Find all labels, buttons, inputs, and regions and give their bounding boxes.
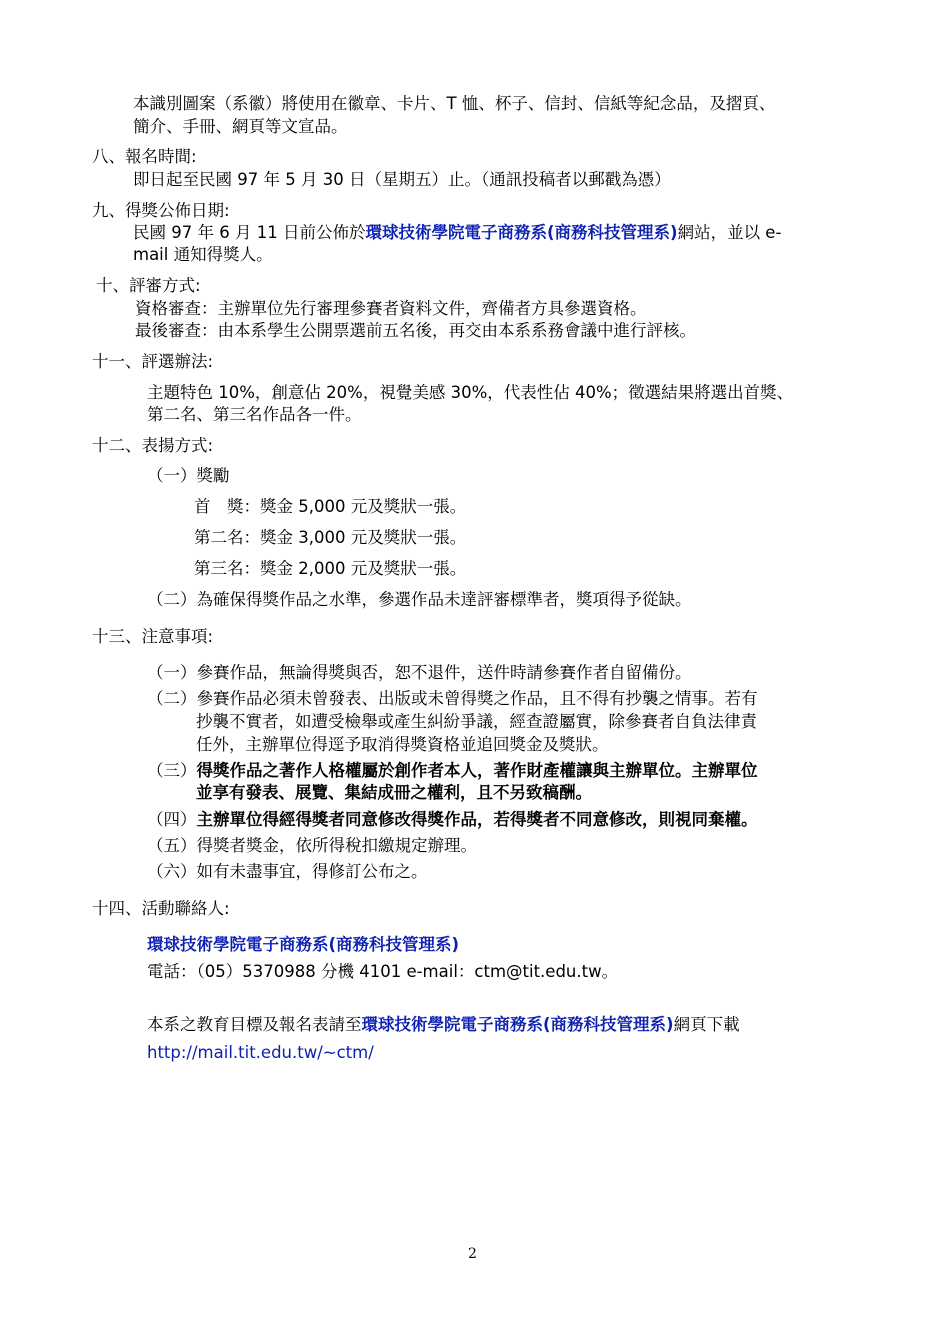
section-10-heading: 十、評審方式: (96, 276, 201, 295)
note-3-line-2: 並享有發表、展覽、集結成冊之權利，且不另致稿酬。 (196, 783, 592, 802)
note-2-line-2: 抄襲不實者，如遭受檢舉或產生糾紛爭議，經查證屬實，除參賽者自負法律責 (196, 712, 757, 731)
footer-department: 環球技術學院電子商務系(商務科技管理系) (361, 1015, 674, 1034)
section-8-body: 即日起至民國 97 年 5 月 30 日（星期五）止。（通訊投稿者以郵戳為憑） (133, 170, 671, 189)
note-3-text: 得獎作品之著作人格權屬於創作者本人，著作財產權讓與主辦單位。主辦單位 (196, 761, 758, 780)
section-9-text-a: 民國 97 年 6 月 11 日前公佈於 (133, 223, 366, 242)
section-12-heading: 十二、表揚方式: (92, 436, 214, 455)
section-9-text-b: 網站，並以 e- (677, 223, 782, 242)
note-4-marker: （四） (147, 810, 197, 829)
department-name: 環球技術學院電子商務系(商務科技管理系) (365, 223, 678, 242)
contact-phone-email: 電話：（05）5370988 分機 4101 e-mail：ctm@tit.edu.tw。 (147, 962, 619, 981)
section-8-heading: 八、報名時間: (92, 147, 197, 166)
prize-third: 第三名：獎金 2,000 元及獎狀一張。 (194, 559, 467, 578)
section-12-item-1: （一）獎勵 (147, 466, 230, 485)
note-4-text: 主辦單位得經得獎者同意修改得獎作品，若得獎者不同意修改，則視同棄權。 (196, 810, 758, 829)
prize-first: 首 獎：獎金 5,000 元及獎狀一張。 (194, 497, 467, 516)
note-1: （一）參賽作品，無論得獎與否，恕不退件，送件時請參賽作者自留備份。 (147, 663, 692, 682)
website-link[interactable]: http://mail.tit.edu.tw/~ctm/ (147, 1043, 374, 1062)
note-6: （六）如有未盡事宜，得修訂公布之。 (147, 862, 428, 881)
page-number: 2 (468, 1246, 477, 1262)
section-10-line-2: 最後審查：由本系學生公開票選前五名後，再交由本系系務會議中進行評核。 (135, 321, 696, 340)
note-4 (147, 808, 758, 831)
section-10-line-1: 資格審查：主辦單位先行審理參賽者資料文件，齊備者方具參選資格。 (135, 299, 647, 318)
note-5: （五）得獎者獎金，依所得稅扣繳規定辦理。 (147, 836, 477, 855)
section-11-line-1: 主題特色 10%，創意佔 20%，視覺美感 30%，代表性佔 40%；徵選結果將選出首獎、 (147, 383, 794, 402)
note-2-line-3: 任外，主辦單位得逕予取消得獎資格並追回獎金及獎狀。 (196, 735, 609, 754)
intro-line-2: 簡介、手冊、網頁等文宣品。 (133, 117, 348, 136)
note-3-line-1 (147, 759, 758, 782)
section-9-line-2: mail 通知得獎人。 (133, 245, 273, 264)
section-11-line-2: 第二名、第三名作品各一件。 (147, 405, 362, 424)
section-13-heading: 十三、注意事項: (92, 627, 214, 646)
prize-second: 第二名：獎金 3,000 元及獎狀一張。 (194, 528, 467, 547)
section-9-heading: 九、得獎公佈日期: (92, 201, 230, 220)
footer-text-a: 本系之教育目標及報名表請至 (147, 1015, 362, 1034)
section-9-line-1 (133, 221, 781, 244)
footer-text-b: 網頁下載 (673, 1015, 740, 1034)
contact-department: 環球技術學院電子商務系(商務科技管理系) (147, 935, 460, 954)
section-11-heading: 十一、評選辦法: (92, 352, 214, 371)
section-14-heading: 十四、活動聯絡人: (92, 899, 230, 918)
section-12-item-2: （二）為確保得獎作品之水準，參選作品未達評審標準者，獎項得予從缺。 (147, 590, 692, 609)
note-2-line-1: （二）參賽作品必須未曾發表、出版或未曾得獎之作品，且不得有抄襲之情事。若有 (147, 689, 758, 708)
intro-line-1: 本識別圖案（系徽）將使用在徽章、卡片、T 恤、杯子、信封、信紙等紀念品，及摺頁、 (133, 94, 776, 113)
footer-line (147, 1013, 740, 1036)
note-3-marker: （三） (147, 761, 197, 780)
